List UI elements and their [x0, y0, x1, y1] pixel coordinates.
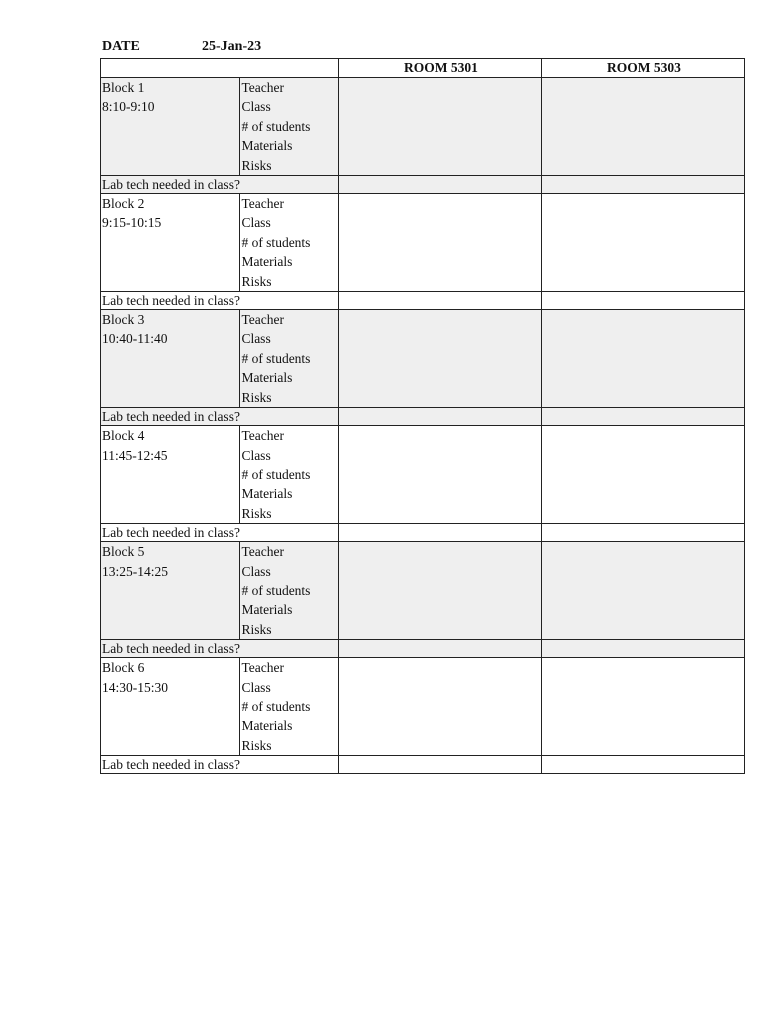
field-label: Materials	[241, 602, 293, 618]
field-label: # of students	[241, 582, 311, 598]
lab-tech-question: Lab tech needed in class?	[102, 177, 240, 193]
lab-tech-5303-cell[interactable]	[542, 408, 745, 426]
lab-tech-row	[101, 176, 745, 194]
field-label: Materials	[241, 486, 293, 502]
lab-tech-5303-cell[interactable]	[542, 292, 745, 310]
block-name-cell	[101, 426, 240, 524]
room-5303-entry-cell[interactable]	[542, 78, 745, 176]
lab-tech-spacer	[240, 176, 339, 194]
lab-tech-row	[101, 524, 745, 542]
field-label: # of students	[241, 234, 311, 250]
block-row	[101, 658, 745, 756]
field-list-cell	[240, 310, 339, 408]
block-time: 13:25-14:25	[102, 563, 168, 579]
field-label: Class	[241, 447, 271, 463]
lab-tech-row	[101, 756, 745, 774]
lab-tech-5303-cell[interactable]	[542, 756, 745, 774]
lab-tech-5301-cell[interactable]	[339, 524, 542, 542]
lab-tech-question: Lab tech needed in class?	[102, 409, 240, 425]
block-row	[101, 426, 745, 524]
field-list-cell	[240, 426, 339, 524]
field-label: # of students	[241, 350, 311, 366]
block-name-cell	[101, 542, 240, 640]
field-label: Class	[241, 563, 271, 579]
room-5303-entry-cell[interactable]	[542, 426, 745, 524]
block-name-cell	[101, 194, 240, 292]
room-5303-entry-cell[interactable]	[542, 194, 745, 292]
lab-tech-question: Lab tech needed in class?	[102, 641, 240, 657]
block-row	[101, 78, 745, 176]
lab-tech-spacer	[240, 292, 339, 310]
field-label: Materials	[241, 718, 293, 734]
room-header-5301: ROOM 5301	[339, 59, 542, 78]
field-label: Teacher	[241, 312, 284, 328]
block-row	[101, 194, 745, 292]
field-label: Materials	[241, 138, 293, 154]
room-5303-entry-cell[interactable]	[542, 658, 745, 756]
field-label: Teacher	[241, 80, 284, 95]
lab-tech-row	[101, 640, 745, 658]
block-name: Block 4	[102, 428, 145, 444]
field-label: Class	[241, 215, 271, 231]
lab-tech-spacer	[240, 756, 339, 774]
field-label: Risks	[241, 273, 272, 289]
lab-tech-spacer	[240, 408, 339, 426]
lab-tech-5301-cell[interactable]	[339, 756, 542, 774]
table-header-row	[101, 59, 745, 78]
field-label: Teacher	[241, 660, 284, 676]
field-label: # of students	[241, 698, 311, 714]
lab-tech-5301-cell[interactable]	[339, 408, 542, 426]
lab-tech-row	[101, 408, 745, 426]
field-label: Class	[241, 679, 271, 695]
field-label: # of students	[241, 118, 311, 134]
lab-tech-spacer	[240, 640, 339, 658]
lab-tech-spacer	[240, 524, 339, 542]
lab-tech-question: Lab tech needed in class?	[102, 757, 240, 773]
room-5301-entry-cell[interactable]	[339, 194, 542, 292]
field-label: Risks	[241, 621, 272, 637]
lab-tech-row	[101, 292, 745, 310]
schedule-table	[100, 58, 745, 774]
lab-tech-5303-cell[interactable]	[542, 524, 745, 542]
date-label: DATE	[102, 39, 140, 54]
block-row	[101, 542, 745, 640]
field-list-cell	[240, 658, 339, 756]
header-blank-cell	[101, 59, 339, 78]
block-name: Block 5	[102, 544, 145, 560]
field-label: Materials	[241, 254, 293, 270]
block-name-cell	[101, 658, 240, 756]
block-time: 14:30-15:30	[102, 679, 168, 695]
lab-tech-5303-cell[interactable]	[542, 640, 745, 658]
lab-tech-5301-cell[interactable]	[339, 640, 542, 658]
field-label: Teacher	[241, 196, 284, 212]
room-5301-entry-cell[interactable]	[339, 426, 542, 524]
room-5303-entry-cell[interactable]	[542, 542, 745, 640]
field-label: Risks	[241, 389, 272, 405]
room-5301-entry-cell[interactable]	[339, 78, 542, 176]
lab-tech-5303-cell[interactable]	[542, 176, 745, 194]
block-time: 11:45-12:45	[102, 447, 168, 463]
block-time: 10:40-11:40	[102, 331, 168, 347]
block-time: 8:10-9:10	[102, 99, 155, 115]
block-name: Block 6	[102, 660, 145, 676]
block-name-cell	[101, 310, 240, 408]
field-label: Risks	[241, 505, 272, 521]
block-name: Block 1	[102, 80, 145, 95]
field-label: Class	[241, 331, 271, 347]
field-label: # of students	[241, 466, 311, 482]
lab-tech-5301-cell[interactable]	[339, 176, 542, 194]
room-header-5303: ROOM 5303	[542, 59, 745, 78]
date-value: 25-Jan-23	[202, 39, 262, 54]
block-name: Block 2	[102, 196, 145, 212]
room-5301-entry-cell[interactable]	[339, 310, 542, 408]
room-5301-entry-cell[interactable]	[339, 542, 542, 640]
room-5303-entry-cell[interactable]	[542, 310, 745, 408]
field-list-cell	[240, 542, 339, 640]
field-list-cell	[240, 194, 339, 292]
block-time: 9:15-10:15	[102, 215, 162, 231]
field-label: Risks	[241, 157, 272, 173]
block-row	[101, 310, 745, 408]
block-name: Block 3	[102, 312, 145, 328]
field-label: Class	[241, 99, 271, 115]
lab-tech-5301-cell[interactable]	[339, 292, 542, 310]
field-label: Materials	[241, 370, 293, 386]
block-name-cell	[101, 78, 240, 176]
field-label: Risks	[241, 737, 272, 753]
field-label: Teacher	[241, 428, 284, 444]
lab-tech-question: Lab tech needed in class?	[102, 293, 240, 309]
lab-tech-question: Lab tech needed in class?	[102, 525, 240, 541]
field-label: Teacher	[241, 544, 284, 560]
room-5301-entry-cell[interactable]	[339, 658, 542, 756]
field-list-cell	[240, 78, 339, 176]
